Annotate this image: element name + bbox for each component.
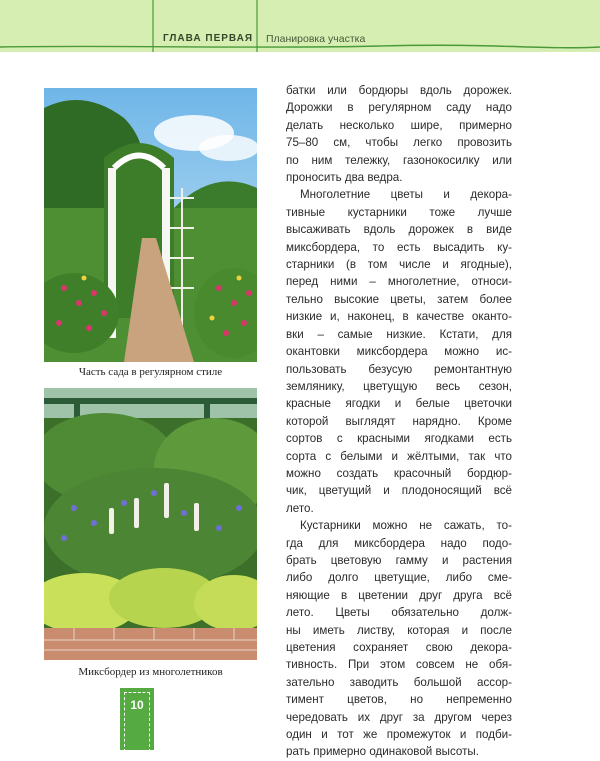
text-line: окантовки миксбордера можно ис- (286, 345, 512, 359)
text-line: Кустарники можно не сажать, то- (300, 519, 512, 533)
text-line: лето. Цветы обязательно долж- (286, 606, 512, 620)
text-line: батки или бордюры вдоль дорожек. (286, 84, 512, 97)
section-title: Планировка участка (266, 33, 366, 45)
text-line: брать цветовую гамму и растения (286, 553, 512, 567)
text-line: няющие в цветении друг друга всё (286, 588, 512, 602)
text-line: которой выглядят нарядно. Кроме (286, 414, 512, 428)
text-line: 75–80 см, чтобы легко провозить (286, 136, 512, 150)
text-line: Многолетние цветы и декора- (300, 188, 512, 202)
text-line: рать примерно одинаковой высоты. (286, 745, 479, 759)
text-line: лето. (286, 501, 314, 515)
body-text-column (286, 82, 512, 761)
text-line: перед ними – многолетние, относи- (286, 275, 512, 289)
mixborder-photo (44, 388, 257, 660)
text-line: Дорожки в регулярном саду надо (286, 101, 512, 115)
text-line: пользовать безусую ремонтантную (286, 362, 512, 376)
text-line: чик, цветущий и плодоносящий всё (286, 484, 512, 498)
text-line: высаживать вдоль дорожек в виде (286, 223, 512, 237)
chapter-header (0, 0, 600, 52)
text-line: делать несколько шире, примерно (286, 118, 512, 132)
text-line: землянику, цветущую весь сезон, (286, 379, 512, 393)
text-line: один и тот же промежуток и подби- (286, 728, 512, 742)
caption-mixborder: Миксбордер из многолетников (78, 666, 223, 678)
text-line: миксбордера, то есть высадить ку- (286, 240, 512, 254)
text-line: зательно заводить большой ассор- (286, 675, 512, 689)
text-line: сорта с белыми и жёлтыми, так что (286, 449, 512, 463)
text-line: низкие и, наконец, в качестве оканто- (286, 310, 512, 324)
garden-arch-photo (44, 88, 257, 362)
text-line: цветения сохраняет свою декора- (286, 641, 512, 654)
text-line: по ним тележку, газонокосилку или (286, 153, 512, 167)
text-line: гда для миксбордера надо подо- (286, 536, 512, 550)
text-line: тельно высокие цветы, затем более (286, 292, 512, 306)
text-line: тимент цветов, но непременно (286, 693, 512, 707)
chapter-title: ГЛАВА ПЕРВАЯ (163, 33, 254, 44)
text-line: можно создать красочный бордюр- (286, 466, 512, 480)
page-number: 10 (130, 698, 144, 712)
page-number-tab (120, 688, 154, 750)
caption-garden-arch: Часть сада в регулярном стиле (78, 366, 223, 378)
text-line: сортов с красными ягодками есть (286, 432, 512, 446)
text-line: тивность. При этом совсем не обя- (286, 658, 512, 672)
text-line: тивные кустарники тоже лучше (286, 205, 512, 219)
text-line: старники (в том числе и ягодные), (286, 258, 512, 272)
text-line: ны иметь листву, которая и после (286, 623, 512, 637)
text-line: чередовать их друг за другом через (286, 710, 512, 724)
text-line: проносить два ведра. (286, 171, 403, 185)
text-line: красные ягодки и белые цветочки (286, 397, 512, 411)
text-line: вки – самые низкие. Кстати, для (286, 327, 512, 341)
text-line: либо долго цветущие, либо сме- (286, 571, 512, 585)
